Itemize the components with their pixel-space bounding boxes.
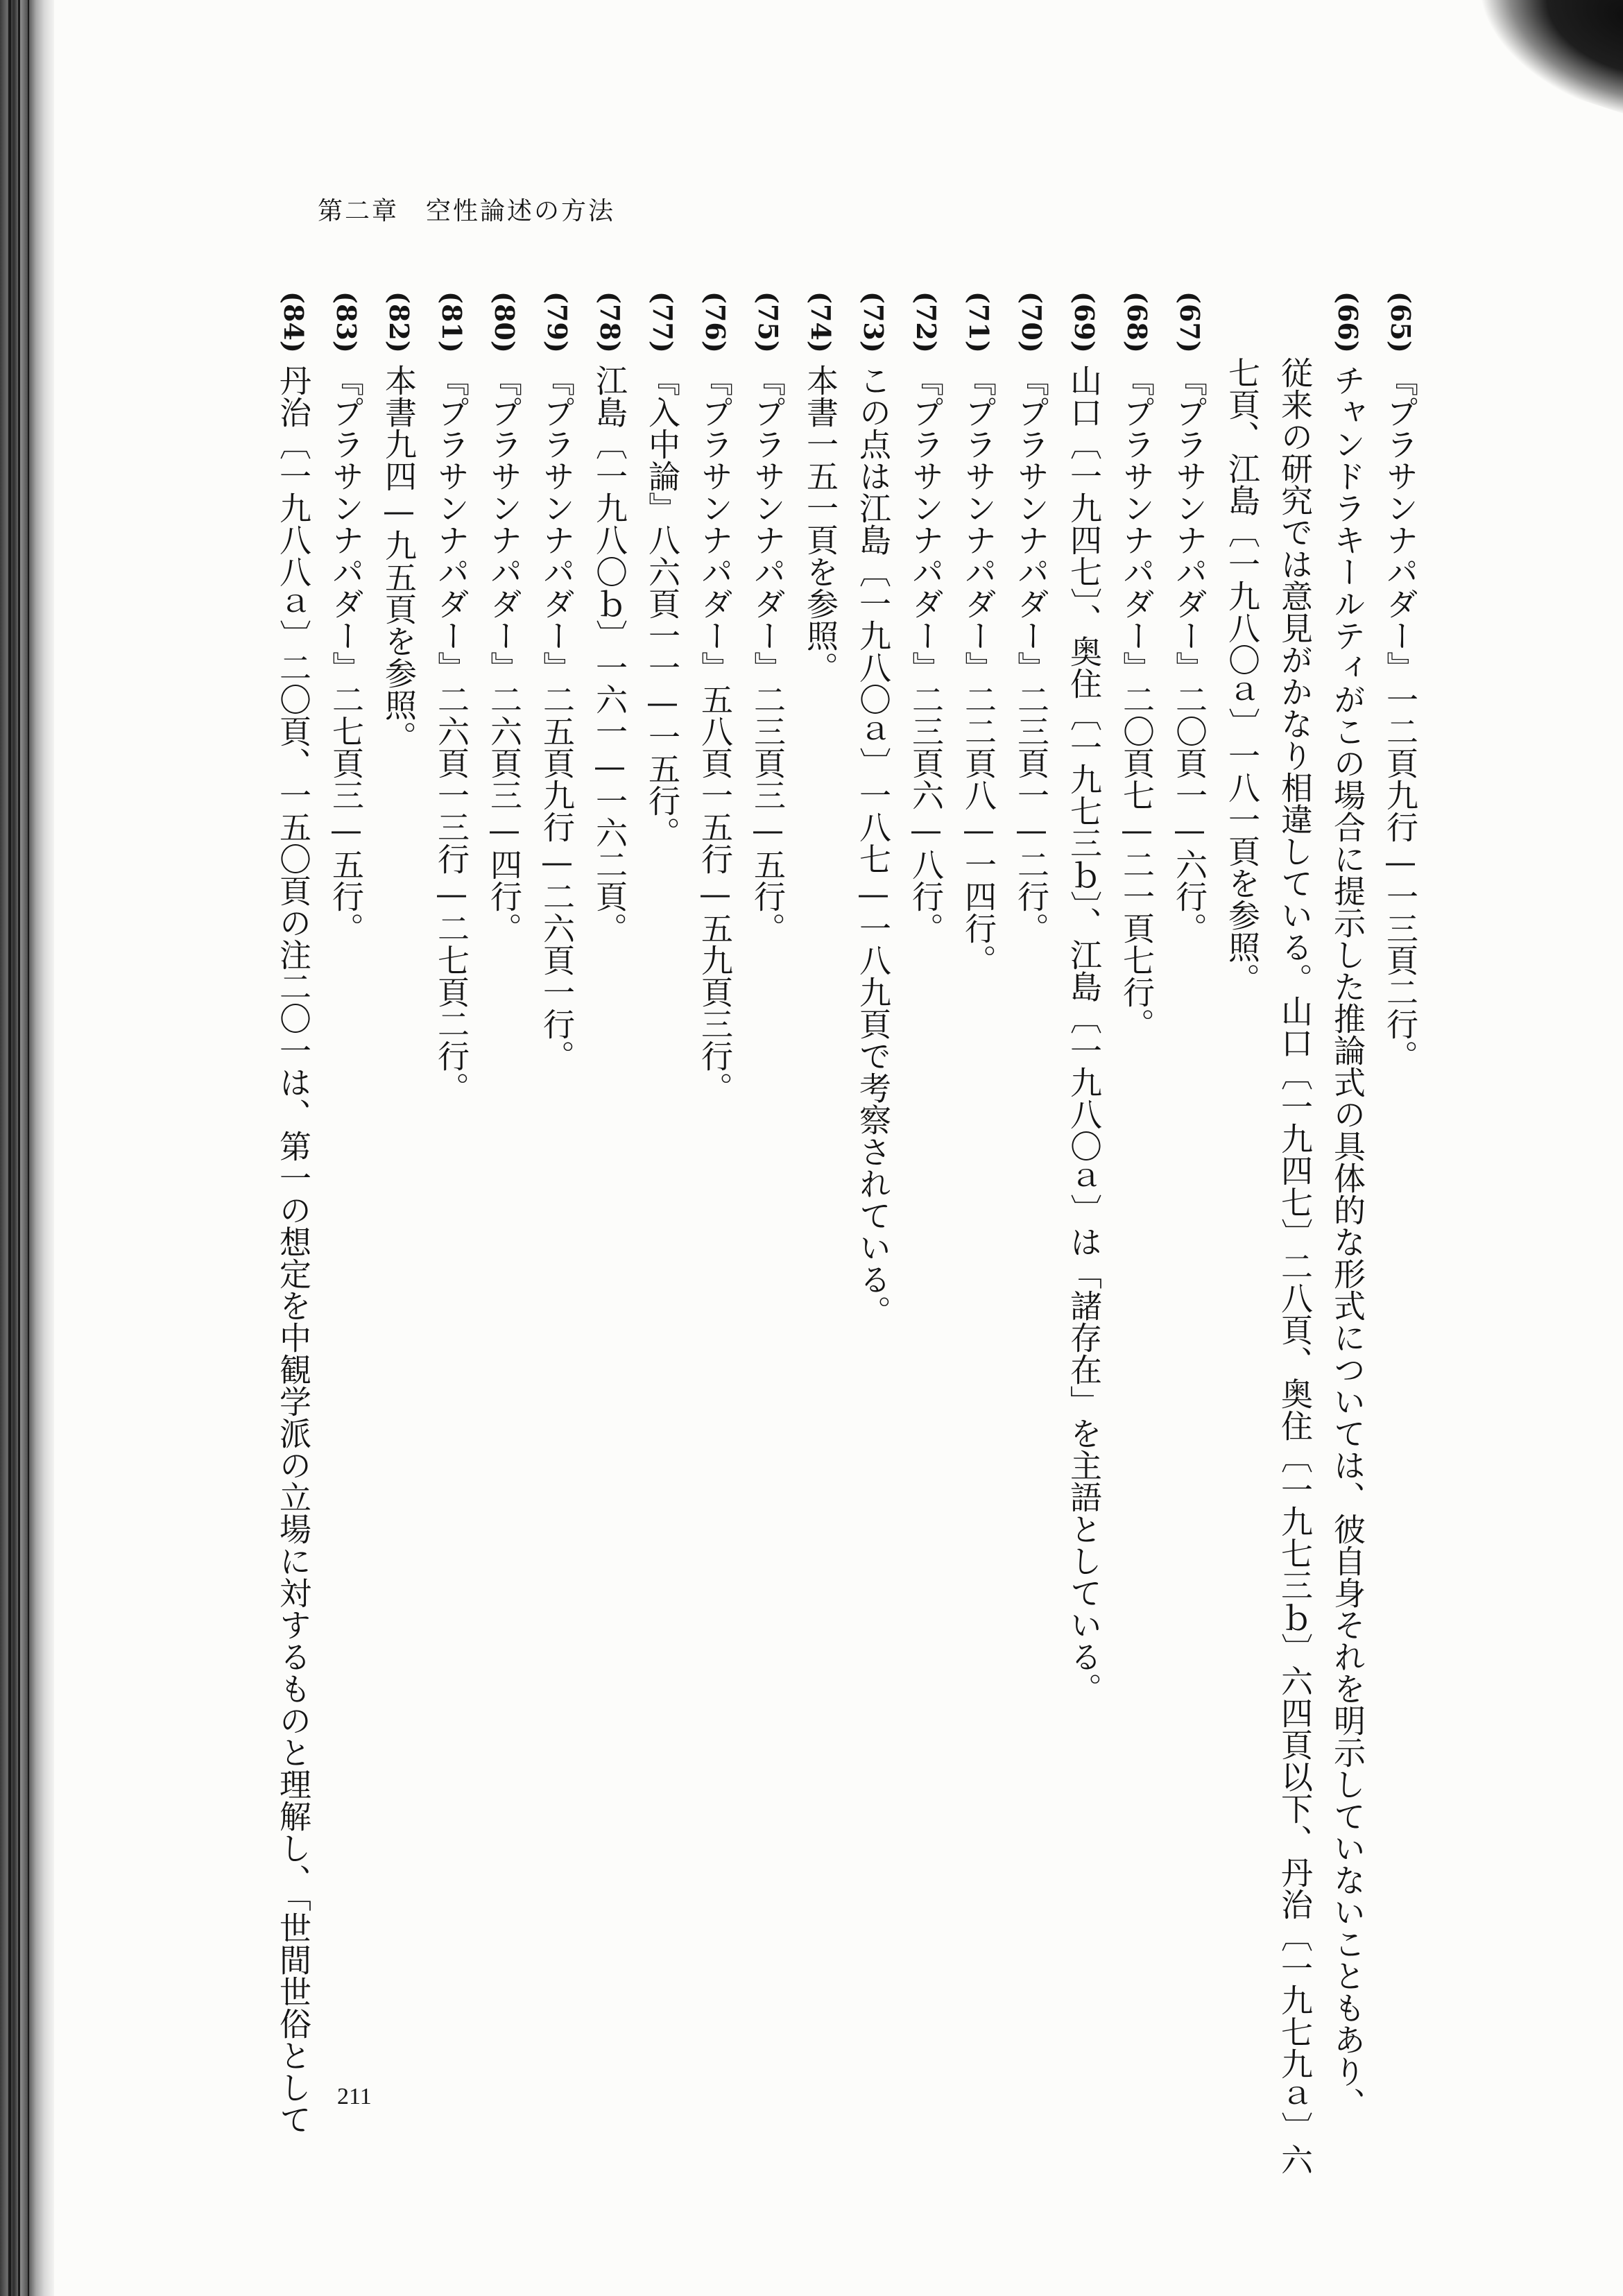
note-text: 『プラサンナパダー』二五頁九行—二六頁一行。	[538, 363, 576, 1072]
note-68	[1115, 291, 1158, 2067]
note-text: 『プラサンナパダー』二三頁一—二行。	[1013, 363, 1050, 944]
note-text: 『プラサンナパダー』二二頁八—一四行。	[960, 363, 997, 976]
note-text: 『プラサンナパダー』二〇頁七—二一頁七行。	[1118, 363, 1156, 1040]
note-number: (80)	[489, 291, 520, 353]
note-number: (79)	[542, 291, 573, 353]
note-number: (66)	[1332, 291, 1364, 353]
note-74	[799, 291, 842, 2067]
note-number: (73)	[858, 291, 889, 353]
note-number: (82)	[384, 291, 415, 353]
note-80	[483, 291, 526, 2067]
note-text: チャンドラキールティがこの場合に提示した推論式の具体的な形式については、彼自身それを明示していないこともあり、	[1329, 363, 1366, 2119]
note-81	[430, 291, 473, 2067]
note-text: 江島〔一九八〇ｂ〕一六一—一六二頁。	[591, 363, 628, 944]
note-67	[1168, 291, 1211, 2067]
note-84	[272, 291, 315, 2135]
note-76	[694, 291, 737, 2067]
note-72	[904, 291, 947, 2067]
note-text: 『プラサンナパダー』二三頁六—八行。	[907, 363, 945, 944]
note-66-line-3	[1221, 357, 1264, 2132]
note-78	[588, 291, 631, 2067]
note-text: 本書九四—九五頁を参照。	[380, 363, 418, 753]
note-text: 七頁、江島〔一九八〇ａ〕一八一頁を参照。	[1223, 357, 1261, 995]
binding-line	[18, 0, 20, 2296]
page-number: 211	[337, 2084, 372, 2109]
note-text: 『プラサンナパダー』二六頁一三行—二七頁二行。	[433, 363, 470, 1104]
binding-line	[8, 0, 11, 2296]
note-number: (84)	[278, 291, 309, 353]
scan-shadow-corner	[1457, 0, 1623, 115]
note-text: 『入中論』八六頁一一—一五行。	[644, 363, 681, 848]
note-number: (70)	[1016, 291, 1047, 353]
note-71	[957, 291, 1000, 2067]
note-number: (75)	[753, 291, 784, 353]
note-number: (77)	[647, 291, 678, 353]
note-number: (74)	[805, 291, 836, 353]
note-text: 本書一五一頁を参照。	[802, 363, 839, 683]
note-number: (65)	[1385, 291, 1416, 353]
note-66	[1326, 291, 1369, 2119]
note-79	[535, 291, 578, 2067]
note-77	[641, 291, 684, 2067]
note-text: 『プラサンナパダー』一二頁九行—一三頁二行。	[1382, 363, 1419, 1072]
note-69	[1063, 291, 1106, 2067]
note-text: 『プラサンナパダー』二〇頁一—六行。	[1171, 363, 1208, 944]
note-text: 従来の研究では意見がかなり相違している。山口〔一九四七〕二八頁、奥住〔一九七三ｂ〕六四頁以下、丹治〔一九七九ａ〕六	[1276, 357, 1314, 2175]
note-number: (67)	[1174, 291, 1205, 353]
note-number: (78)	[594, 291, 626, 353]
note-text: 『プラサンナパダー』五八頁一五行—五九頁三行。	[696, 363, 734, 1104]
note-number: (81)	[436, 291, 467, 353]
note-70	[1010, 291, 1053, 2067]
note-83	[325, 291, 368, 2067]
note-number: (83)	[331, 291, 362, 353]
note-75	[746, 291, 789, 2067]
note-65	[1379, 291, 1422, 2067]
note-82	[377, 291, 420, 2067]
note-text: この点は江島〔一九八〇ａ〕一八七—一八九頁で考察されている。	[855, 363, 892, 1327]
note-number: (71)	[963, 291, 995, 353]
note-number: (68)	[1122, 291, 1153, 353]
note-text: 山口〔一九四七〕、奥住〔一九七三ｂ〕、江島〔一九八〇ａ〕は「諸存在」を主語としている。	[1065, 363, 1103, 1704]
note-number: (69)	[1069, 291, 1100, 353]
note-text: 『プラサンナパダー』二七頁三—五行。	[327, 363, 365, 944]
note-66-line-2	[1273, 357, 1316, 2175]
note-73	[852, 291, 895, 2067]
binding-line	[28, 0, 29, 2296]
running-head: 第二章 空性論述の方法	[318, 197, 616, 225]
note-number: (76)	[700, 291, 731, 353]
note-text: 『プラサンナパダー』二三頁三—五行。	[749, 363, 787, 944]
note-number: (72)	[911, 291, 942, 353]
note-text: 丹治〔一九八八ａ〕二〇頁、一五〇頁の注二〇一は、第一の想定を中観学派の立場に対するものと理解し、「世間世俗として	[275, 363, 312, 2135]
note-text: 『プラサンナパダー』二六頁三—四行。	[486, 363, 523, 944]
